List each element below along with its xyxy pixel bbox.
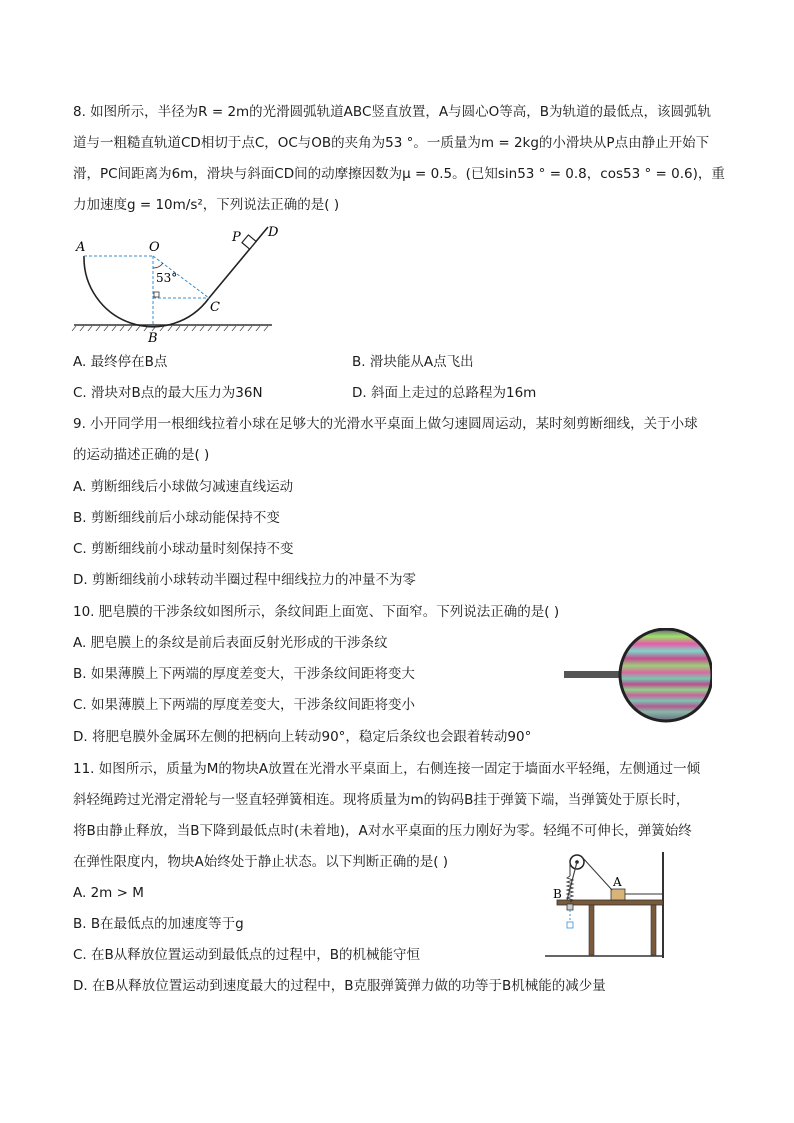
table-leg-right: [651, 905, 656, 955]
q9-option-b[interactable]: B. 剪断细线前后小球动能保持不变: [73, 510, 280, 526]
dashed-construction-lines: [84, 256, 209, 325]
label-A: A: [76, 240, 86, 255]
q8-option-b[interactable]: B. 滑块能从A点飞出: [352, 354, 474, 370]
label-A: A: [613, 875, 622, 889]
angle-arc: [153, 263, 163, 268]
label-C: C: [210, 300, 220, 315]
q8-option-d[interactable]: D. 斜面上走过的总路程为16m: [352, 385, 537, 401]
q11-option-b[interactable]: B. B在最低点的加速度等于g: [73, 916, 244, 932]
q11-stem-line-4: 在弹性限度内，物块A始终处于静止状态。以下判断正确的是( ): [73, 854, 449, 870]
soap-film-ring: [620, 629, 712, 721]
slanted-rope: [582, 857, 612, 890]
q10-option-d[interactable]: D. 将肥皂膜外金属环左侧的把柄向上转动90°，稳定后条纹也会跟着转动90°: [73, 729, 532, 745]
q10-stem: 10. 肥皂膜的干涉条纹如图所示，条纹间距上面宽、下面窄。下列说法正确的是( ): [73, 604, 560, 620]
block-A: [611, 889, 625, 900]
label-angle: 53°: [156, 271, 178, 285]
q11-option-d[interactable]: D. 在B从释放位置运动到速度最大的过程中，B克服弹簧弹力做的功等于B机械能的减少量: [73, 978, 606, 994]
q8-stem-line-1: 8. 如图所示，半径为R = 2m的光滑圆弧轨道ABC竖直放置，A与圆心O等高，B为轨道的最低点，该圆弧轨: [73, 104, 711, 120]
q8-track-diagram: [68, 218, 290, 346]
right-angle-mark: [154, 292, 159, 297]
q11-pulley-diagram: [545, 848, 670, 960]
q8-stem-line-3: 滑，PC间距离为6m，滑块与斜面CD间的动摩擦因数为μ = 0.5。(已知sin53 ° = 0.8，cos53 ° = 0.6)，重: [73, 166, 725, 182]
label-B: B: [553, 887, 562, 901]
spring: [567, 876, 573, 902]
q10-option-c[interactable]: C. 如果薄膜上下两端的厚度差变大，干涉条纹间距将变小: [73, 697, 416, 713]
q8-stem-line-2: 道与一粗糙直轨道CD相切于点C，OC与OB的夹角为53 °。一质量为m = 2kg的小滑块从P点由静止开始下: [73, 135, 710, 151]
weight-B-lowest: [567, 922, 573, 928]
q9-stem-line-1: 9. 小开同学用一根细线拉着小球在足够大的光滑水平桌面上做匀速圆周运动，某时刻剪断细线，关于小球: [73, 416, 698, 432]
label-O: O: [149, 240, 160, 255]
q9-stem-line-2: 的运动描述正确的是( ): [73, 447, 210, 463]
soap-film-figure: [562, 628, 712, 724]
q11-option-c[interactable]: C. 在B从释放位置运动到最低点的过程中，B的机械能守恒: [73, 947, 421, 963]
weight-B: [567, 904, 573, 910]
q8-stem-line-4: 力加速度g = 10m/s²，下列说法正确的是( ): [73, 197, 340, 213]
ring-handle: [564, 671, 624, 678]
label-P: P: [232, 230, 241, 245]
slider-block: [242, 235, 256, 249]
q8-option-a[interactable]: A. 最终停在B点: [73, 354, 168, 370]
q11-option-a[interactable]: A. 2m > M: [73, 885, 144, 901]
q11-stem-line-2: 斜轻绳跨过光滑定滑轮与一竖直轻弹簧相连。现将质量为m的钩码B挂于弹簧下端，当弹簧处于原长时，: [73, 792, 690, 808]
q11-stem-line-1: 11. 如图所示，质量为M的物块A放置在光滑水平桌面上，右侧连接一固定于墙面水平轻绳，左侧通过一倾: [73, 761, 701, 777]
q10-option-a[interactable]: A. 肥皂膜上的条纹是前后表面反射光形成的干涉条纹: [73, 635, 388, 651]
q9-option-d[interactable]: D. 剪断细线前小球转动半圈过程中细线拉力的冲量不为零: [73, 572, 416, 588]
circular-track: [84, 256, 209, 327]
label-D: D: [268, 225, 279, 240]
q11-stem-line-3: 将B由静止释放，当B下降到最低点时(未着地)，A对水平桌面的压力刚好为零。轻绳不可伸长，弹簧始终: [73, 823, 692, 839]
q10-option-b[interactable]: B. 如果薄膜上下两端的厚度差变大，干涉条纹间距将变大: [73, 666, 415, 682]
label-B: B: [148, 331, 158, 346]
q8-option-c[interactable]: C. 滑块对B点的最大压力为36N: [73, 385, 263, 401]
ground-hatching: [72, 326, 268, 331]
q9-option-c[interactable]: C. 剪断细线前小球动量时刻保持不变: [73, 541, 294, 557]
table-leg-left: [589, 905, 594, 955]
q9-option-a[interactable]: A. 剪断细线后小球做匀减速直线运动: [73, 479, 294, 495]
